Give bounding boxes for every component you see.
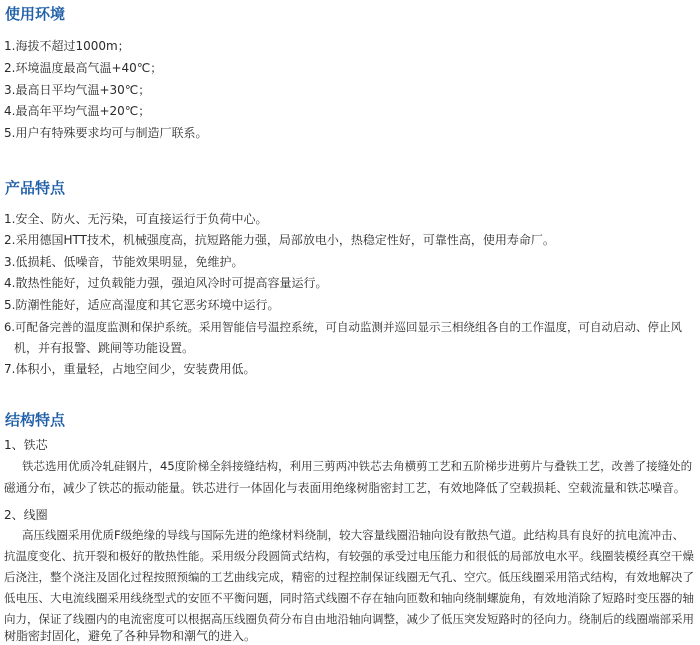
coil-paragraph-line-3: 后浇注，整个浇注及固化过程按照预编的工艺曲线完成，精密的过程控制保证线圈无气孔、空穴。低压线圈采用箔式结构，有效地解决了 — [4, 570, 694, 584]
coil-paragraph-line-4: 低电压、大电流线圈采用线绕型式的安匝不平衡问题，同时箔式线圈不存在轴向匝数和轴向绕制螺旋角，有效地消除了短路时变压器的轴 — [4, 591, 694, 605]
core-heading: 1、铁芯 — [4, 438, 48, 452]
coil-heading: 2、线圈 — [4, 508, 48, 522]
env-item-5: 5.用户有特殊要求均可与制造厂联系。 — [4, 126, 208, 140]
coil-paragraph-line-5: 向力，保证了线圈内的电流密度可以根据高压线圈负荷分布自由地沿轴向调整，减少了低压突发短路时的径向力。绕制后的线圈端部采用 — [4, 612, 694, 626]
section-title-structure: 结构特点 — [5, 411, 66, 429]
coil-paragraph-line-2: 抗温度变化、抗开裂和极好的散热性能。采用级分段圆筒式结构，有较强的承受过电压能力和很低的局部放电水平。线圈装模经真空干燥 — [4, 549, 694, 563]
feature-item-1: 1.安全、防火、无污染，可直接运行于负荷中心。 — [4, 212, 268, 226]
env-item-4: 4.最高年平均气温+20℃； — [4, 104, 151, 118]
section-title-features: 产品特点 — [5, 179, 66, 197]
core-paragraph-line-1: 铁芯选用优质冷轧硅钢片，45度阶梯全斜接缝结构，利用三剪两冲铁芯去角横剪工艺和五阶梯步进剪片与叠铁工艺，改善了接缝处的 — [22, 459, 693, 473]
feature-item-4: 4.散热性能好，过负载能力强，强迫风冷时可提高容量运行。 — [4, 276, 328, 290]
feature-item-6-continued: 机，并有报警、跳闸等功能设置。 — [14, 341, 195, 355]
env-item-2: 2.环境温度最高气温+40℃； — [4, 61, 163, 75]
section-title-environment: 使用环境 — [5, 5, 66, 23]
core-paragraph-line-2: 磁通分布，减少了铁芯的振动能量。铁芯进行一体固化与表面用绝缘树脂密封工艺，有效地降低了空载损耗、空载流量和铁芯噪音。 — [4, 481, 686, 495]
feature-item-5: 5.防潮性能好，适应高湿度和其它恶劣环境中运行。 — [4, 298, 280, 312]
coil-paragraph-line-6: 树脂密封固化，避免了各种异物和潮气的进入。 — [4, 629, 257, 643]
env-item-3: 3.最高日平均气温+30℃； — [4, 83, 151, 97]
env-item-1: 1.海拔不超过1000m； — [4, 39, 130, 53]
feature-item-2: 2.采用德国HTT技术，机械强度高，抗短路能力强，局部放电小，热稳定性好，可靠性高，使用寿命厂。 — [4, 233, 555, 247]
feature-item-3: 3.低损耗、低噪音，节能效果明显，免维护。 — [4, 255, 244, 269]
feature-item-7: 7.体积小，重量轻，占地空间少，安装费用低。 — [4, 362, 256, 376]
feature-item-6: 6.可配备完善的温度监测和保护系统。采用智能信号温控系统，可自动监测并巡回显示三相绕组各自的工作温度，可自动启动、停止风 — [4, 320, 682, 334]
coil-paragraph-line-1: 高压线圈采用优质F级绝缘的导线与国际先进的绝缘材料绕制，较大容量线圈沿轴向设有散热气道。此结构具有良好的抗电流冲击、 — [22, 528, 685, 542]
